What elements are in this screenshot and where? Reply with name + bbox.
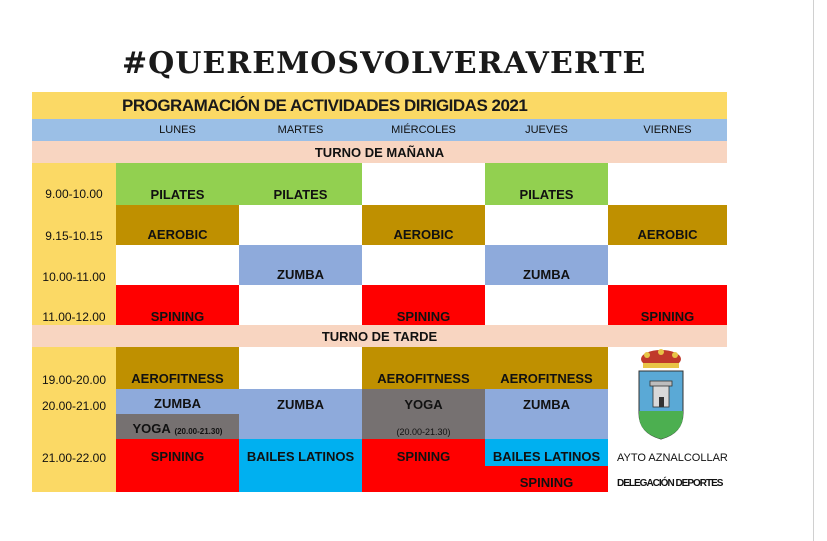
day-thursday: JUEVES [525, 124, 568, 136]
activity-cell: SPINING [485, 466, 608, 492]
activity-cell: AEROFITNESS [485, 347, 608, 389]
municipal-crest-icon [633, 345, 689, 441]
activity-cell: PILATES [485, 163, 608, 205]
time-slot: 9.00-10.00 [45, 187, 103, 201]
activity-cell: ZUMBA [485, 245, 608, 285]
yoga-time-note: (20.00-21.30) [174, 427, 223, 436]
activity-cell: SPINING [362, 439, 485, 492]
activity-cell: BAILES LATINOS [485, 439, 608, 466]
activity-cell: AEROBIC [608, 205, 727, 245]
delegacion-label: DELEGACIÓN DEPORTES [617, 478, 723, 489]
time-slot: 19.00-20.00 [41, 373, 107, 387]
time-slot: 21.00-22.00 [41, 451, 107, 465]
activity-cell: SPINING [362, 285, 485, 325]
activity-cell: ZUMBA [239, 389, 362, 439]
activity-cell: ZUMBA [239, 245, 362, 285]
activity-label: YOGA [132, 421, 171, 436]
activity-cell: AEROFITNESS [362, 347, 485, 389]
activity-cell: ZUMBA [116, 389, 239, 414]
activity-cell: YOGA [362, 389, 485, 439]
ayto-label: AYTO AZNALCOLLAR [617, 452, 728, 464]
time-slot: 11.00-12.00 [42, 310, 106, 324]
turno-manana-header: TURNO DE MAÑANA [32, 141, 727, 163]
time-column-afternoon [32, 347, 116, 492]
activity-cell: PILATES [239, 163, 362, 205]
activity-cell: AEROBIC [116, 205, 239, 245]
time-slot: 10.00-11.00 [42, 270, 106, 284]
page-edge-line [813, 0, 814, 541]
activity-cell: AEROBIC [362, 205, 485, 245]
activity-cell: PILATES [116, 163, 239, 205]
hashtag-heading: #QUEREMOSVOLVERAVERTE [122, 46, 647, 81]
turno-tarde-header: TURNO DE TARDE [32, 325, 727, 347]
activity-cell: SPINING [608, 285, 727, 325]
schedule-title: PROGRAMACIÓN DE ACTIVIDADES DIRIGIDAS 2021 [122, 96, 528, 115]
activity-cell: AEROFITNESS [116, 347, 239, 389]
yoga-time-note: (20.00-21.30) [396, 427, 451, 437]
day-tuesday: MARTES [277, 124, 324, 136]
activity-cell: BAILES LATINOS [239, 439, 362, 492]
activity-cell: ZUMBA [485, 389, 608, 439]
day-friday: VIERNES [643, 124, 692, 136]
time-slot: 20.00-21.00 [41, 399, 107, 413]
activity-cell: SPINING [116, 439, 239, 492]
activity-cell: SPINING [116, 285, 239, 325]
yoga-cell [116, 414, 239, 439]
day-wednesday: MIÉRCOLES [391, 124, 456, 136]
time-slot: 9.15-10.15 [45, 229, 103, 243]
day-monday: LUNES [159, 124, 196, 136]
